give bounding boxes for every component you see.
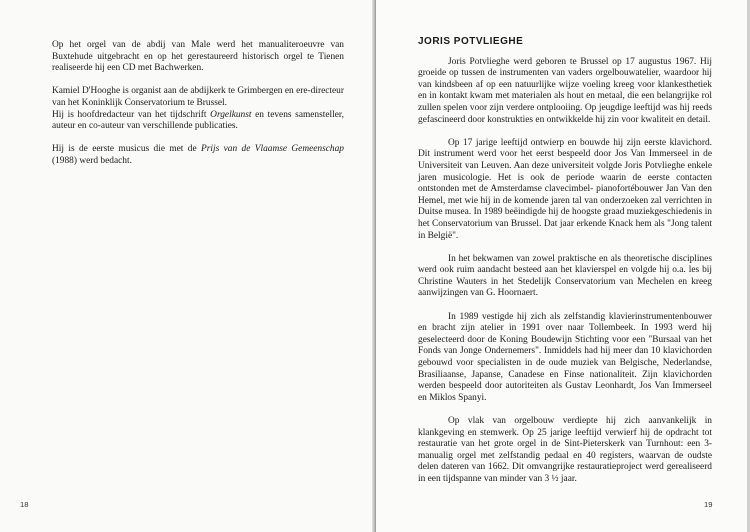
left-p4-text-a: Hij is de eerste musicus die met de: [52, 144, 202, 155]
left-p3-text-b: en tevens samensteller, auteur en co-auteur van verschillende publicaties.: [52, 109, 344, 132]
right-page: [376, 0, 750, 532]
prize-name: Prijs van de Vlaamse Gemeenschap: [201, 144, 344, 155]
journal-title: Orgelkunst: [210, 109, 252, 120]
right-paragraph-5: Op vlak van orgelbouw verdiepte hij zich aanvankelijk in klankgeving en stemwerk. Op 25 jarige leeftijd verwierf hij de opdracht tot restauratie van het grote orgel in de Sint-Pieterskerk van Turnhout: een 3-manualig orgel met zelfstandig pedaal en 40 registers, waarvan de oudste delen dateren van 1662. Dit omvangrijke restauratieproject werd gerealiseerd in een tijdspanne van minder van 3 ½ jaar.: [418, 416, 712, 484]
left-p3-text-a: Hij is hoofdredacteur van het tijdschrift: [52, 109, 211, 120]
right-paragraph-1: Joris Potvlieghe werd geboren te Brussel op 17 augustus 1967. Hij groeide op tussen de instrumenten van vaders orgelbouwatelier, waardoor hij van kindsbeen af op een natuurlijke wijze voeling kreeg voor klankesthetiek en in kontakt kwam met materialen als hout en metaal, die een belangrijke rol zullen spelen voor zijn verdere ontplooiing. Op jeugdige leeftijd was hij reeds gefascineerd door konstrukties en ontwikkelde hij zin voor kwaliteit en detail.: [418, 56, 712, 125]
left-p4-text-b: (1988) werd bedacht.: [52, 155, 132, 166]
page-number-left: 18: [20, 500, 29, 509]
left-paragraph-4: [52, 144, 344, 167]
left-page: [0, 0, 374, 532]
section-heading: JORIS POTVLIEGHE: [418, 36, 524, 47]
left-paragraph-3: [52, 110, 344, 133]
left-text-column: [52, 40, 344, 179]
right-text-column: [418, 36, 712, 497]
left-paragraph-2-text: Kamiel D'Hooghe is organist aan de abdijkerk te Grimbergen en ere-directeur van het Koninklijk Conservatorium te Brussel.: [52, 86, 344, 108]
right-paragraph-2: Op 17 jarige leeftijd ontwierp en bouwde hij zijn eerste klavichord. Dit instrument werd voor het eerst bespeeld door Jos Van Immerseel in de Universiteit van Leuven. Aan deze universiteit volgde Joris Potvlieghe enkele jaren musicologie. Het is ook de periode waarin de eerste contacten ontstonden met de Amsterdamse clavecimbel- pianofortébouwer Jan Van den Hemel, met wie hij in de komende jaren tal van onderzoeken zal verrichten in Duitse musea. In 1989 beëindigde hij de hoogste graad muziekgeschiedenis in het Conservatorium van Brussel. Dat jaar erkende Knack hem als "Jong talent in België".: [418, 137, 712, 241]
left-paragraph-1: Op het orgel van de abdij van Male werd het manualiteroeuvre van Buxtehude uitgebracht en op het gerestaureerd historisch orgel te Tienen realiseerde hij een CD met Bachwerken.: [52, 40, 344, 74]
right-paragraph-3: In het bekwamen van zowel praktische en als theoretische disciplines werd ook ruim aandacht besteed aan het klavierspel en volgde hij o.a. les bij Christine Wauters in het Stedelijk Conservatorium van Mechelen en kreeg aanwijzingen van G. Hoornaert.: [418, 253, 712, 299]
left-paragraph-2: [52, 86, 344, 109]
page-number-right: 19: [704, 500, 713, 509]
right-paragraph-4: In 1989 vestigde hij zich als zelfstandig klavierinstrumentenbouwer en bracht zijn atelier in 1991 over naar Tollembeek. In 1993 werd hij geselecteerd door de Koning Boudewijn Stichting voor een "Bursaal van het Fonds van Jonge Ondernemers". Inmiddels had hij meer dan 10 klavichorden gebouwd voor specialisten in de oude muziek van Belgische, Nederlandse, Brasiliaanse, Japanse, Canadese en Finse nationaliteit. Zijn klavichorden werden bespeeld door autoriteiten als Gustav Leonhardt, Jos Van Immerseel en Miklos Spanyi.: [418, 311, 712, 403]
